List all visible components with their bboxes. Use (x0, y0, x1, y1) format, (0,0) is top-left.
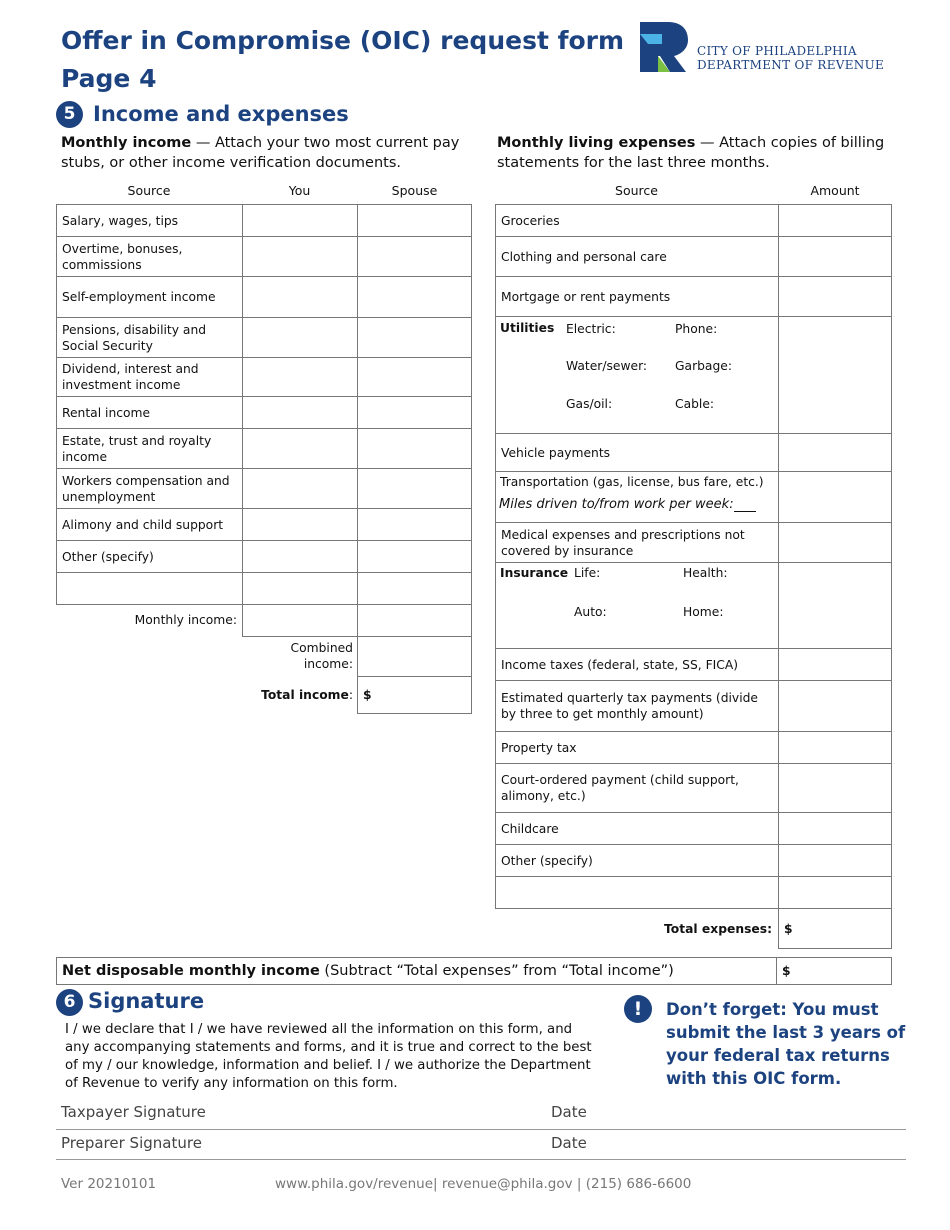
expense-amount-input[interactable] (778, 763, 892, 813)
exclamation-icon: ! (624, 995, 652, 1023)
expense-amount-input[interactable] (778, 876, 892, 909)
taxpayer-signature-line[interactable] (56, 1129, 906, 1130)
expense-quarterly-label: Estimated quarterly tax payments (divide by three to get monthly amount) (495, 680, 779, 732)
combined-income-input[interactable] (357, 636, 472, 677)
section-5-title: Income and expenses (93, 102, 349, 126)
utility-garbage-label: Garbage: (675, 359, 732, 373)
income-spouse-input[interactable] (357, 468, 472, 509)
income-spouse-input[interactable] (357, 572, 472, 605)
monthly-income-you-input[interactable] (242, 604, 358, 637)
income-spouse-input[interactable] (357, 276, 472, 318)
expense-amount-input[interactable] (778, 236, 892, 277)
income-spouse-input[interactable] (357, 396, 472, 429)
philadelphia-logo-icon (640, 22, 690, 72)
expense-amount-input[interactable] (778, 204, 892, 237)
income-row-specify-input[interactable] (56, 572, 243, 605)
total-income-input[interactable]: $ (357, 676, 472, 714)
preparer-date-label: Date (551, 1134, 587, 1152)
income-row-label: Self-employment income (56, 276, 243, 318)
income-you-input[interactable] (242, 572, 358, 605)
section-5-badge: 5 (56, 101, 83, 128)
expense-amount-input[interactable] (778, 562, 892, 649)
expense-amount-input[interactable] (778, 731, 892, 764)
total-expenses-label: Total expenses: (664, 922, 772, 936)
expense-mortgage-label: Mortgage or rent payments (495, 276, 779, 317)
preparer-signature-line[interactable] (56, 1159, 906, 1160)
income-row-label: Pensions, disability and Social Security (56, 317, 243, 358)
expense-groceries-label: Groceries (495, 204, 779, 237)
income-you-input[interactable] (242, 317, 358, 358)
income-row-label: Workers compensation and unemployment (56, 468, 243, 509)
income-header-you: You (288, 183, 311, 198)
expense-other-label: Other (specify) (495, 844, 779, 877)
net-income-input[interactable]: $ (776, 957, 892, 985)
section-6-badge: 6 (56, 989, 83, 1016)
combined-income-label: Combined income: (290, 641, 353, 671)
declaration-text: I / we declare that I / we have reviewed all the information on this form, and any accompanying statements and forms, and it is true and correct to the best of my / our knowledge, information and belief. I / we authorize the Department of Revenue to verify any information on this form. (65, 1022, 592, 1091)
income-you-input[interactable] (242, 468, 358, 509)
expense-amount-input[interactable] (778, 471, 892, 523)
expense-childcare-label: Childcare (495, 812, 779, 845)
insurance-label: Insurance (500, 566, 569, 580)
expense-amount-input[interactable] (778, 522, 892, 563)
insurance-health-label: Health: (683, 566, 728, 580)
transportation-label: Transportation (gas, license, bus fare, etc.) (500, 475, 764, 489)
income-spouse-input[interactable] (357, 357, 472, 397)
income-row-label: Rental income (56, 396, 243, 429)
expense-amount-input[interactable] (778, 276, 892, 317)
income-you-input[interactable] (242, 540, 358, 573)
taxpayer-date-label: Date (551, 1103, 587, 1121)
expense-amount-input[interactable] (778, 433, 892, 472)
total-expenses-input[interactable]: $ (778, 908, 892, 949)
expense-amount-input[interactable] (778, 844, 892, 877)
income-you-input[interactable] (242, 508, 358, 541)
income-spouse-input[interactable] (357, 540, 472, 573)
section-6-title: Signature (88, 989, 205, 1013)
page-number-title: Page 4 (61, 64, 157, 93)
income-you-input[interactable] (242, 276, 358, 318)
income-you-input[interactable] (242, 236, 358, 277)
income-spouse-input[interactable] (357, 428, 472, 469)
expense-clothing-label: Clothing and personal care (495, 236, 779, 277)
utility-phone-label: Phone: (675, 322, 718, 336)
income-spouse-input[interactable] (357, 508, 472, 541)
utility-cable-label: Cable: (675, 397, 715, 411)
expense-amount-input[interactable] (778, 316, 892, 434)
utility-water-label: Water/sewer: (566, 359, 648, 373)
income-you-input[interactable] (242, 357, 358, 397)
logo-line-2: DEPARTMENT OF REVENUE (697, 58, 885, 72)
insurance-home-label: Home: (683, 605, 724, 619)
expense-amount-input[interactable] (778, 648, 892, 681)
utility-electric-label: Electric: (566, 322, 616, 336)
income-intro: Monthly income — Attach your two most current pay stubs, or other income verification documents. (61, 135, 460, 171)
income-row-label: Dividend, interest and investment income (56, 357, 243, 397)
utilities-label: Utilities (500, 321, 555, 335)
expense-amount-input[interactable] (778, 812, 892, 845)
expense-header-amount: Amount (810, 183, 860, 198)
expense-property-tax-label: Property tax (495, 731, 779, 764)
total-income-label: Total income: (261, 688, 353, 702)
taxpayer-signature-label: Taxpayer Signature (61, 1103, 206, 1121)
income-spouse-input[interactable] (357, 317, 472, 358)
net-income-label: Net disposable monthly income (Subtract “Total expenses” from “Total income”) (56, 957, 777, 985)
insurance-auto-label: Auto: (574, 605, 607, 619)
insurance-life-label: Life: (574, 566, 601, 580)
expense-specify-input[interactable] (495, 876, 779, 909)
miles-driven-input[interactable] (734, 511, 756, 512)
expense-court-label: Court-ordered payment (child support, alimony, etc.) (495, 763, 779, 813)
version-text: Ver 20210101 (61, 1176, 157, 1192)
expense-vehicle-label: Vehicle payments (495, 433, 779, 472)
form-title: Offer in Compromise (OIC) request form (61, 26, 625, 55)
expense-intro: Monthly living expenses — Attach copies of billing statements for the last three months. (497, 135, 885, 171)
logo-line-1: CITY OF PHILADELPHIA (697, 44, 857, 58)
miles-driven-label: Miles driven to/from work per week: (499, 497, 734, 512)
income-you-input[interactable] (242, 396, 358, 429)
income-row-label: Estate, trust and royalty income (56, 428, 243, 469)
income-spouse-input[interactable] (357, 236, 472, 277)
utility-gas-label: Gas/oil: (566, 397, 613, 411)
income-row-label: Salary, wages, tips (56, 204, 243, 237)
income-you-input[interactable] (242, 204, 358, 237)
preparer-signature-label: Preparer Signature (61, 1134, 202, 1152)
expense-amount-input[interactable] (778, 680, 892, 732)
income-row-label: Other (specify) (56, 540, 243, 573)
income-you-input[interactable] (242, 428, 358, 469)
expense-medical-label: Medical expenses and prescriptions not covered by insurance (495, 522, 779, 563)
reminder-text: Don’t forget: You must submit the last 3 years of your federal tax returns with this OIC form. (666, 1000, 906, 1088)
income-header-source: Source (127, 183, 171, 198)
contact-text: www.phila.gov/revenue| revenue@phila.gov | (215) 686-6600 (275, 1176, 692, 1192)
expense-header-source: Source (615, 183, 658, 198)
income-spouse-input[interactable] (357, 204, 472, 237)
monthly-income-label: Monthly income: (134, 613, 237, 627)
income-row-label: Overtime, bonuses, commissions (56, 236, 243, 277)
income-header-spouse: Spouse (391, 183, 438, 198)
expense-income-taxes-label: Income taxes (federal, state, SS, FICA) (495, 648, 779, 681)
income-row-label: Alimony and child support (56, 508, 243, 541)
monthly-income-spouse-input[interactable] (357, 604, 472, 637)
